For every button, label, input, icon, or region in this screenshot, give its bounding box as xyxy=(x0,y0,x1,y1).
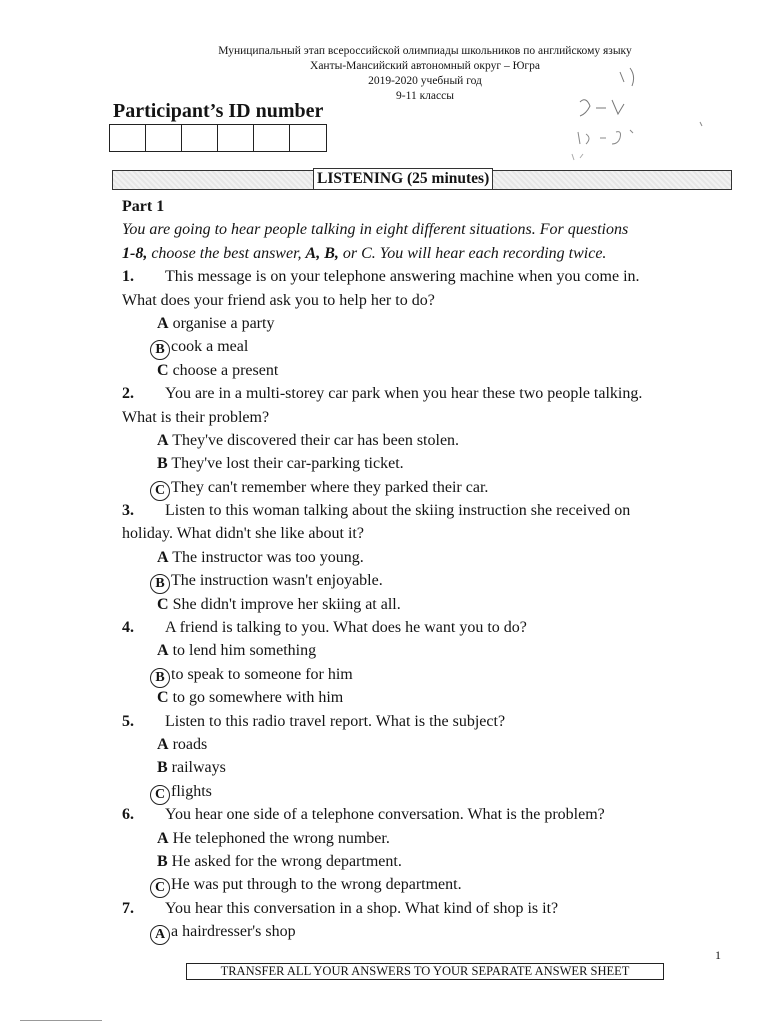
listening-part-1 xyxy=(122,195,722,944)
id-digit-box[interactable] xyxy=(254,125,290,151)
answer-circle: C xyxy=(150,785,170,805)
option-2c-selected[interactable]: C They can't remember where they parked their car. xyxy=(122,476,722,499)
option-5b[interactable]: B railways xyxy=(157,759,226,777)
answer-circle: C xyxy=(150,878,170,898)
option-5a[interactable]: A roads xyxy=(157,735,208,753)
footer-instruction: TRANSFER ALL YOUR ANSWERS TO YOUR SEPARATE ANSWER SHEET xyxy=(186,963,664,980)
instructions-letters: A, B, xyxy=(305,244,339,262)
question-number: 5. xyxy=(122,712,134,730)
option-2a[interactable]: A They've discovered their car has been stolen. xyxy=(157,431,460,449)
option-1a[interactable]: A organise a party xyxy=(157,314,275,332)
header-grades: 9-11 классы xyxy=(396,90,454,102)
header-region: Ханты-Мансийский автономный округ – Югра xyxy=(310,60,540,72)
answer-circle: C xyxy=(150,481,170,501)
question-5: 5. Listen to this radio travel report. What is the subject? xyxy=(122,710,722,733)
id-digit-box[interactable] xyxy=(182,125,218,151)
question-number: 6. xyxy=(122,806,134,824)
option-7a-selected[interactable]: A a hairdresser's shop xyxy=(122,920,722,943)
instructions-line-1: You are going to hear people talking in eight different situations. For questions xyxy=(122,221,629,239)
bottom-rule xyxy=(20,1020,102,1021)
answer-circle: A xyxy=(150,925,170,945)
answer-circle: B xyxy=(150,574,170,594)
option-3b-selected[interactable]: B The instruction wasn't enjoyable. xyxy=(122,569,722,592)
header-olympiad-title: Муниципальный этап всероссийской олимпиады школьников по английскому языку xyxy=(218,45,632,57)
option-6c-selected[interactable]: C He was put through to the wrong department. xyxy=(122,873,722,896)
participant-id-boxes[interactable] xyxy=(109,124,327,152)
question-number: 2. xyxy=(122,385,134,403)
section-title: LISTENING (25 minutes) xyxy=(313,168,493,190)
id-digit-box[interactable] xyxy=(110,125,146,151)
page-number: 1 xyxy=(715,948,721,962)
option-4b-selected[interactable]: B to speak to someone for him xyxy=(122,663,722,686)
instructions-line-2: 1-8, choose the best answer, A, B, or C. You will hear each recording twice. xyxy=(122,244,607,262)
header-school-year: 2019-2020 учебный год xyxy=(368,75,482,87)
option-6b[interactable]: B He asked for the wrong department. xyxy=(157,852,402,870)
id-digit-box[interactable] xyxy=(290,125,326,151)
question-4: 4. A friend is talking to you. What does he want you to do? xyxy=(122,616,722,639)
question-number: 1. xyxy=(122,268,134,286)
instructions-range: 1-8, xyxy=(122,244,148,262)
question-number: 7. xyxy=(122,899,134,917)
question-1-continued: What does your friend ask you to help her to do? xyxy=(122,291,435,309)
question-number: 3. xyxy=(122,502,134,520)
option-4c[interactable]: C to go somewhere with him xyxy=(157,689,344,707)
question-1: 1. This message is on your telephone answering machine when you come in. xyxy=(122,265,722,288)
question-3: 3. Listen to this woman talking about the skiing instruction she received on xyxy=(122,499,722,522)
question-number: 4. xyxy=(122,619,134,637)
option-3a[interactable]: A The instructor was too young. xyxy=(157,548,364,566)
option-1c[interactable]: C choose a present xyxy=(157,361,279,379)
id-digit-box[interactable] xyxy=(218,125,254,151)
option-1b-selected[interactable]: B cook a meal xyxy=(122,335,722,358)
question-3-continued: holiday. What didn't she like about it? xyxy=(122,525,364,543)
question-2: 2. You are in a multi-storey car park when you hear these two people talking. xyxy=(122,382,722,405)
question-2-continued: What is their problem? xyxy=(122,408,270,426)
option-5c-selected[interactable]: C flights xyxy=(122,780,722,803)
option-4a[interactable]: A to lend him something xyxy=(157,642,317,660)
question-6: 6. You hear one side of a telephone conversation. What is the problem? xyxy=(122,803,722,826)
option-6a[interactable]: A He telephoned the wrong number. xyxy=(157,829,390,847)
option-3c[interactable]: C She didn't improve her skiing at all. xyxy=(157,595,401,613)
question-7: 7. You hear this conversation in a shop. What kind of shop is it? xyxy=(122,897,722,920)
participant-id-label: Participant’s ID number xyxy=(113,100,324,122)
answer-circle: B xyxy=(150,340,170,360)
id-digit-box[interactable] xyxy=(146,125,182,151)
option-2b[interactable]: B They've lost their car-parking ticket. xyxy=(157,455,404,473)
handwritten-marks xyxy=(560,62,730,172)
part-title: Part 1 xyxy=(122,198,165,215)
answer-circle: B xyxy=(150,668,170,688)
